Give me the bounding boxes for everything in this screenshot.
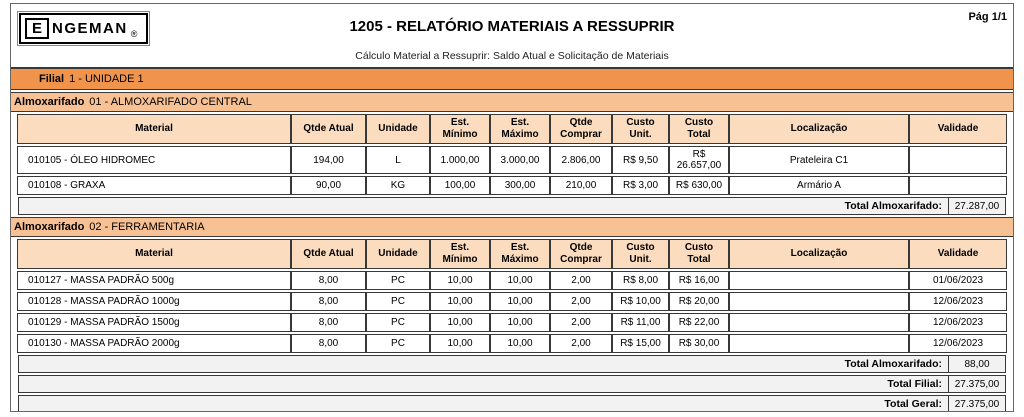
- cell: [729, 334, 909, 353]
- total-value: 27.375,00: [954, 378, 1000, 390]
- almoxarifado-band: [11, 92, 1013, 112]
- report-subtitle: Cálculo Material a Ressuprir: Saldo Atual e Solicitação de Materiais: [355, 50, 669, 62]
- cell: [729, 313, 909, 332]
- filial-value: 1 - UNIDADE 1: [69, 73, 144, 85]
- cell: KG: [366, 176, 430, 195]
- column-header: Est. Máximo: [490, 114, 550, 144]
- cell: R$ 22,00: [669, 313, 729, 332]
- table-header-row: [17, 114, 1007, 144]
- total-almoxarifado-row: [18, 355, 1006, 373]
- table-row: [17, 176, 1007, 195]
- registered-trademark-icon: ®: [130, 29, 138, 39]
- cell: 2,00: [550, 271, 612, 290]
- report-page: [10, 3, 1014, 412]
- cell: 100,00: [430, 176, 490, 195]
- cell: 010105 - ÓLEO HIDROMEC: [17, 146, 291, 174]
- cell: 2,00: [550, 334, 612, 353]
- table-row: [17, 271, 1007, 290]
- cell: 10,00: [430, 292, 490, 311]
- total-label: Total Almoxarifado:: [19, 356, 949, 372]
- column-header: Est. Mínimo: [430, 114, 490, 144]
- cell: 010130 - MASSA PADRÃO 2000g: [17, 334, 291, 353]
- cell: 010127 - MASSA PADRÃO 500g: [17, 271, 291, 290]
- filial-label: Filial: [39, 73, 65, 85]
- column-header: Localização: [729, 114, 909, 144]
- cell: PC: [366, 292, 430, 311]
- column-header: Est. Mínimo: [430, 239, 490, 269]
- column-header: Localização: [729, 239, 909, 269]
- cell: R$ 11,00: [612, 313, 669, 332]
- column-header: Est. Máximo: [490, 239, 550, 269]
- cell: 2,00: [550, 313, 612, 332]
- cell: 10,00: [430, 334, 490, 353]
- cell: 90,00: [291, 176, 366, 195]
- cell: 3.000,00: [490, 146, 550, 174]
- logo-e-icon: E: [25, 18, 49, 39]
- logo-text: NGEMAN: [52, 20, 128, 37]
- cell: 12/06/2023: [909, 313, 1007, 332]
- engeman-logo: [19, 13, 148, 44]
- column-header: Qtde Atual: [291, 114, 366, 144]
- cell: Prateleira C1: [729, 146, 909, 174]
- cell: 2,00: [550, 292, 612, 311]
- cell: 10,00: [430, 313, 490, 332]
- almoxarifado-band: [11, 217, 1013, 237]
- cell: R$ 20,00: [669, 292, 729, 311]
- almoxarifado-value: 02 - FERRAMENTARIA: [89, 221, 205, 233]
- cell: [729, 271, 909, 290]
- column-header: Material: [17, 114, 291, 144]
- page-number: Pág 1/1: [968, 11, 1007, 23]
- cell: L: [366, 146, 430, 174]
- cell: 210,00: [550, 176, 612, 195]
- column-header: Validade: [909, 239, 1007, 269]
- cell: PC: [366, 334, 430, 353]
- cell: PC: [366, 271, 430, 290]
- cell: 01/06/2023: [909, 271, 1007, 290]
- column-header: Unidade: [366, 114, 430, 144]
- column-header: Unidade: [366, 239, 430, 269]
- column-header: Custo Total: [669, 114, 729, 144]
- cell: 8,00: [291, 292, 366, 311]
- cell: R$ 30,00: [669, 334, 729, 353]
- cell: R$ 630,00: [669, 176, 729, 195]
- almoxarifado-label: Almoxarifado: [14, 221, 85, 233]
- table-row: [17, 334, 1007, 353]
- column-header: Validade: [909, 114, 1007, 144]
- cell: 10,00: [490, 271, 550, 290]
- cell: 010129 - MASSA PADRÃO 1500g: [17, 313, 291, 332]
- cell: 10,00: [490, 334, 550, 353]
- report-header: [11, 4, 1013, 67]
- total-value: 88,00: [964, 358, 990, 370]
- table-row: [17, 313, 1007, 332]
- report-title: 1205 - RELATÓRIO MATERIAIS A RESSUPRIR: [349, 18, 675, 35]
- table-header-row: [17, 239, 1007, 269]
- column-header: Custo Unit.: [612, 239, 669, 269]
- column-header: Qtde Comprar: [550, 239, 612, 269]
- cell: R$ 26.657,00: [669, 146, 729, 174]
- total-label: Total Filial:: [19, 376, 949, 392]
- cell: 10,00: [490, 292, 550, 311]
- cell: 1.000,00: [430, 146, 490, 174]
- cell: R$ 8,00: [612, 271, 669, 290]
- cell: R$ 15,00: [612, 334, 669, 353]
- cell: 8,00: [291, 313, 366, 332]
- total-label: Total Geral:: [19, 396, 949, 412]
- column-header: Qtde Comprar: [550, 114, 612, 144]
- total-value: 27.375,00: [954, 398, 1000, 410]
- table-row: [17, 292, 1007, 311]
- cell: 10,00: [490, 313, 550, 332]
- cell: 300,00: [490, 176, 550, 195]
- cell: 010108 - GRAXA: [17, 176, 291, 195]
- cell: R$ 3,00: [612, 176, 669, 195]
- cell: 12/06/2023: [909, 292, 1007, 311]
- cell: 8,00: [291, 271, 366, 290]
- cell: R$ 9,50: [612, 146, 669, 174]
- cell: Armário A: [729, 176, 909, 195]
- column-header: Custo Unit.: [612, 114, 669, 144]
- column-header: Qtde Atual: [291, 239, 366, 269]
- total-value: 27.287,00: [954, 200, 1000, 212]
- cell: 12/06/2023: [909, 334, 1007, 353]
- cell: [729, 292, 909, 311]
- report-content: [11, 92, 1013, 412]
- cell: [909, 146, 1007, 174]
- total-almoxarifado-row: [18, 197, 1006, 215]
- materials-table: [17, 237, 1007, 355]
- cell: R$ 16,00: [669, 271, 729, 290]
- total-label: Total Almoxarifado:: [19, 198, 949, 214]
- materials-table: [17, 112, 1007, 197]
- cell: 8,00: [291, 334, 366, 353]
- filial-band: [11, 67, 1013, 90]
- total-geral-row: [18, 395, 1006, 412]
- column-header: Custo Total: [669, 239, 729, 269]
- almoxarifado-label: Almoxarifado: [14, 96, 85, 108]
- column-header: Material: [17, 239, 291, 269]
- cell: [909, 176, 1007, 195]
- almoxarifado-value: 01 - ALMOXARIFADO CENTRAL: [89, 96, 252, 108]
- total-filial-row: [18, 375, 1006, 393]
- table-row: [17, 146, 1007, 174]
- cell: 194,00: [291, 146, 366, 174]
- cell: 2.806,00: [550, 146, 612, 174]
- cell: PC: [366, 313, 430, 332]
- cell: R$ 10,00: [612, 292, 669, 311]
- cell: 010128 - MASSA PADRÃO 1000g: [17, 292, 291, 311]
- cell: 10,00: [430, 271, 490, 290]
